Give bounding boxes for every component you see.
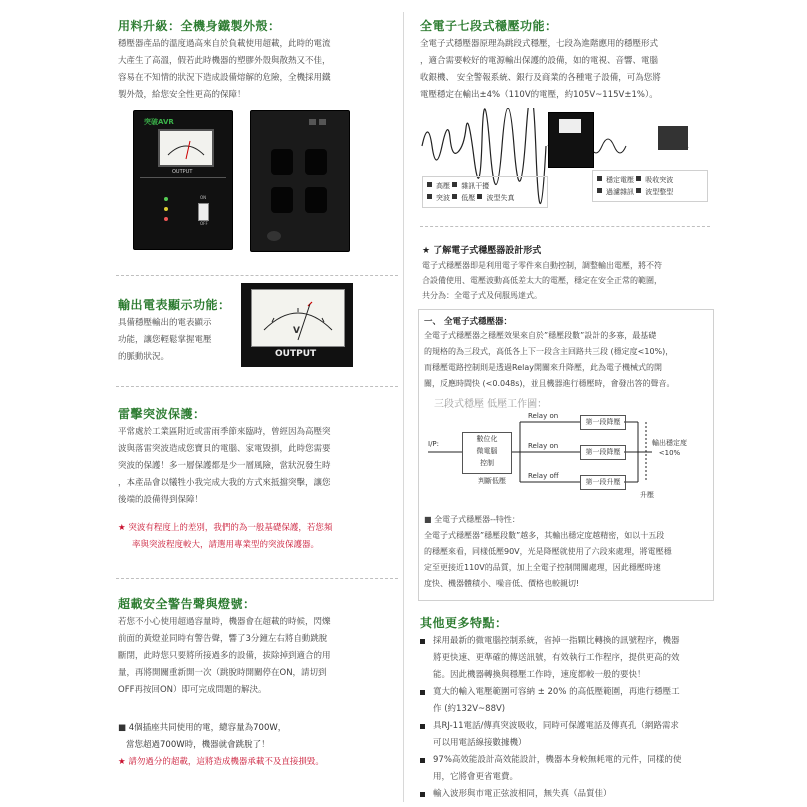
meter-text: 具備穩壓輸出的電表顯示 功能，讓您輕鬆掌握電壓 的脈動狀況。 [118, 318, 212, 362]
material-text: 穩壓器產品的溫度過高來自於負載使用超載，此時的電流 大產生了高溫，假若此時機器的塑膠外殼與散熱又不佳， 容易在不知情的狀況下造成設備熔解的危險，全機採用鐵 製外殼，給您安全性更高的保障！ [118, 39, 331, 100]
more-list: 採用最新的微電腦控制系統，省掉一指顆比轉換的訊號程序，機器 將更快速、更準確的傳送訊號，有效執行工作程序，提供更高的效 能。因此機器轉換與穩壓工作時，速度都較一般的要快！ 寬大的輸入電壓範圍可容納 ± 20% 的高低壓範圍，再進行穩壓工 作 (約132V~88V) 具RJ-11電話/傳真突波吸收，同時可保護電話及傳真孔（網路需求 可以用電話線接數據機） 97%高效能設計高效能設計，機器本身較無耗電的元件，同樣的使 用，它將會更省電費。 輸入波形與市電正弦波相同，無失真（品質佳） [420, 633, 712, 803]
computer-icon [658, 126, 688, 150]
device-front-photo: 突破AVR OUTPUT ON OFF [133, 110, 233, 250]
understand-text: 電子式穩壓器即是利用電子零件來自動控制，調整輸出電壓，將不符 合設備使用、電壓波動高低差太大的電壓，穩定在安全正常的範圍， 共分為：全電子式及伺服馬達式。 [422, 261, 662, 300]
stage-box-2: 第一段降壓 [580, 445, 626, 460]
front-meter [158, 129, 214, 167]
output-meter-photo: V OUTPUT [241, 283, 353, 367]
brand-logo: 突破AVR [144, 118, 174, 126]
overload-warning: ★ 請勿過分的超載，這將造成機器承載不及直接損毀。 [118, 757, 324, 767]
surge-text: 平常處於工業區附近或雷雨季節來臨時，曾經因為高壓突 波與落雷突波造成您寶貝的電腦、家電毀損，此時您需要 突波的保護！多一層保護都是少一層風險，當狀況發生時 ，本產品會以犧牲小我完成大我的方式來抵擋突擊，讓您 後端的設備得到保障！ [118, 427, 331, 505]
electronic-title: 一、 全電子式穩壓器： [424, 317, 512, 327]
device-back-photo [250, 110, 350, 252]
electronic-text: 全電子式穩壓器之穩壓效果來自於”穩壓段數”設計的多寡，最基礎 的規格的為三段式，高低各上下一段含主回路共三段 (穩定度<10%)， 而穩壓電路控制則是透過Relay開關來升降壓，此為電子機械式的開 關，反應時間快 (<0.048s)，並且機器進行穩壓時，會發出答的聲音。 [424, 331, 675, 388]
understand-title: ★ 了解電子式穩壓器設計形式 [422, 246, 542, 256]
features-note: ■ 全電子式穩壓器--特性： 全電子式穩壓器”穩壓段數”越多，其輸出穩定度越精密，如以十五段 的穩壓來看，同樣低壓90V，光是降壓就使用了六段來處理，將電壓穩 定至更接近110V的品質，加上全電子控制開關處理，因此穩壓時速 度快、機器體積小、噪音低、價格也較親切! [424, 515, 672, 588]
low-voltage-diagram: I/P: 數位化 微電腦 控制 Relay on Relay on Relay off 第一段降壓 第一段降壓 第一段升壓 輸出穩定度 <10% 判斷低壓 升壓 [428, 412, 687, 499]
seven-diagram [418, 108, 710, 208]
overload-title: 超載安全警告聲與燈號： [118, 597, 256, 611]
stage-box-3: 第一段升壓 [580, 475, 626, 490]
seven-title: 全電子七段式穩壓功能： [420, 19, 558, 33]
seven-text: 全電子式穩壓器原理為跳段式穩壓，七段為進階應用的穩壓形式 ，適合需要較好的電源輸出保護的設備，如的電視、音響、電腦 收銀機、 安全警報系統、銀行及商業的各種電子設備，可為您將 電壓穩定在輸出±4%（110V的電壓，約105V~115V±1%）。 [420, 39, 661, 100]
outlet-icon-3 [271, 187, 293, 213]
led-red-icon [164, 217, 168, 221]
overload-note: ■ 4個插座共同使用的電，總容量為700W， 當您超過700W時，機器就會跳脫了！ [118, 723, 287, 750]
rj11-port-icon-2 [319, 119, 326, 125]
meter-title: 輸出電表顯示功能： [118, 298, 231, 312]
legend-input: 高壓 雜訊干擾 突波 低壓 波型失真 [422, 176, 548, 208]
stage-box-1: 第一段降壓 [580, 415, 626, 430]
output-stability: 輸出穩定度 <10% [652, 439, 687, 457]
overload-text: 若您不小心使用超過容量時，機器會在超載的時候，閃爍 前面的黃燈並同時有警告聲，響了3分鐘左右將自動跳脫 斷閉，此時您只要將所接過多的設備，拔除掉到適合的用 量，再將開關重新開一次（跳脫時開關停在ON，請切到 OFF再按回ON）即可完成問題的解決。 [118, 617, 331, 695]
column-divider [403, 12, 404, 802]
device-small-icon [548, 112, 594, 168]
outlet-icon-4 [305, 187, 327, 213]
surge-note: ★ 突波有程度上的差別，我們的為一般基礎保護，若您頻 率與突波程度較大，請選用專業型的突波保護器。 [118, 523, 333, 550]
material-title: 用料升級：全機身鐵製外殼： [118, 19, 281, 33]
outlet-icon-1 [271, 149, 293, 175]
outlet-icon-2 [305, 149, 327, 175]
power-switch[interactable] [198, 203, 209, 221]
legend-output: 穩定電壓 吸收突波 過濾雜訊 波型整型 [592, 170, 708, 202]
led-yellow-icon [164, 207, 168, 211]
led-green-icon [164, 197, 168, 201]
fuse-icon [267, 231, 281, 241]
rj11-port-icon [309, 119, 316, 125]
mcu-control-box: 數位化 微電腦 控制 [462, 432, 512, 474]
more-title: 其他更多特點： [420, 616, 508, 630]
diagram-title: 三段式穩壓 低壓工作圖： [434, 399, 548, 410]
surge-title: 雷擊突波保護： [118, 407, 206, 421]
